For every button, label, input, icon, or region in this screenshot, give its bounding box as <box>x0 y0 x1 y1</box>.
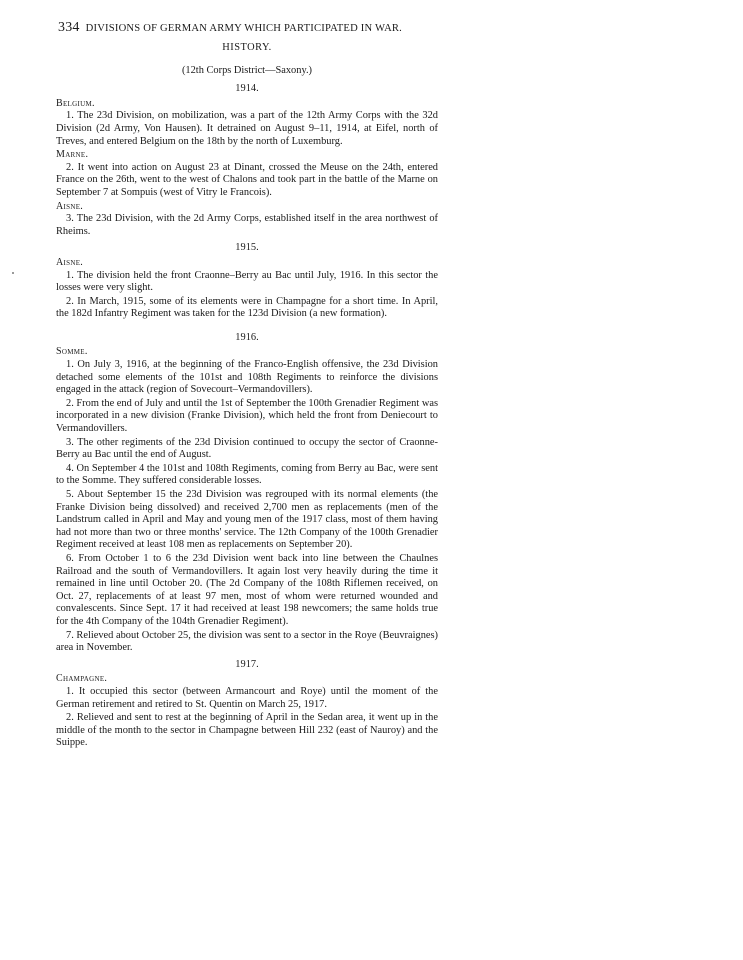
paragraph: 1. The division held the front Craonne–Berry au Bac until July, 1916. In this sector the losses were very slight. <box>56 269 438 294</box>
paragraph: 6. From October 1 to 6 the 23d Division went back into line between the Chaulnes Railroad and the south of Vermandovillers. It again lost very heavily during the time it remained in line until October 20. (The 2d Company of the 108th Riflemen received, on Oct. 27, replacements of at least 97 men, most of whom were returned wounded and convalescents. Since Sept. 17 it had received at least 198 newcomers; the same holds true for the 4th Company of the 104th Grenadier Regiment). <box>56 552 438 627</box>
corps-district: (12th Corps District—Saxony.) <box>181 64 313 76</box>
margin-speck <box>12 272 14 274</box>
year-heading-1917: 1917. <box>235 658 259 670</box>
region-somme: Somme. <box>56 346 88 358</box>
paragraph: 1. On July 3, 1916, at the beginning of the Franco-English offensive, the 23d Division detached some elements of the 101st and 108th Regiments to reinforce the divisions engaged in the attack (region of Sovecourt–Vermandovillers). <box>56 359 438 396</box>
year-heading-1914: 1914. <box>235 83 259 95</box>
paragraph: 2. It went into action on August 23 at Dinant, crossed the Meuse on the 24th, entered France on the 26th, went to the west of Chalons and took part in the battle of the Marne on September 7 at Sompuis (west of Vitry le Francois). <box>56 161 438 198</box>
region-aisne: Aisne. <box>56 256 84 268</box>
paragraph: 5. About September 15 the 23d Division was regrouped with its normal elements (the Franke Division being dissolved) and received 2,700 men as replacements (men of the Landstrum called in April and May and young men of the 1917 class, most of them having had not more than two or three months' service. The 12th Company of the 100th Grenadier Regiment received at least 108 men as replacements on September 20). <box>56 489 438 551</box>
running-title: DIVISIONS OF GERMAN ARMY WHICH PARTICIPATED IN WAR. <box>85 23 403 34</box>
paragraph: 4. On September 4 the 101st and 108th Regiments, coming from Berry au Bac, were sent to the Somme. They suffered considerable losses. <box>56 462 438 487</box>
paragraph: 7. Relieved about October 25, the division was sent to a sector in the Roye (Beuvraignes) area in November. <box>56 629 438 654</box>
text-column <box>56 42 438 751</box>
region-marne: Marne. <box>56 149 89 161</box>
history-heading: HISTORY. <box>222 42 272 53</box>
paragraph: 3. The 23d Division, with the 2d Army Corps, established itself in the area northwest of Rheims. <box>56 213 438 237</box>
year-heading-1916: 1916. <box>235 331 259 343</box>
spacer <box>56 322 438 328</box>
paragraph: 3. The other regiments of the 23d Division continued to occupy the sector of Craonne-Berry au Bac until the end of August. <box>56 436 438 461</box>
page-number: 334 <box>58 20 80 35</box>
running-header <box>58 20 438 36</box>
region-aisne: Aisne. <box>56 200 84 212</box>
region-belgium: Belgium. <box>56 97 95 109</box>
paragraph: 2. Relieved and sent to rest at the beginning of April in the Sedan area, it went up in the middle of the month to the sector in Champagne between Hill 232 (east of Nauroy) and the Suippe. <box>56 712 438 749</box>
paragraph: 1. The 23d Division, on mobilization, was a part of the 12th Army Corps with the 32d Division (2d Army, Von Hausen). It detrained on August 9–11, 1914, at Eifel, north of Treves, and entered Belgium on the 18th by the north of Luxemburg. <box>56 110 438 147</box>
paragraph: 1. It occupied this sector (between Armancourt and Roye) until the moment of the German retirement and retired to St. Quentin on March 25, 1917. <box>56 685 438 710</box>
region-champagne: Champagne. <box>56 673 108 685</box>
paragraph: 2. From the end of July and until the 1st of September the 100th Grenadier Regiment was incorporated in a new division (Franke Division), which held the front from Deniecourt to Vermandovillers. <box>56 397 438 435</box>
paragraph: 2. In March, 1915, some of its elements were in Champagne for a short time. In April, the 182d Infantry Regiment was taken for the 123d Division (a new formation). <box>56 295 438 320</box>
year-heading-1915: 1915. <box>235 242 259 254</box>
